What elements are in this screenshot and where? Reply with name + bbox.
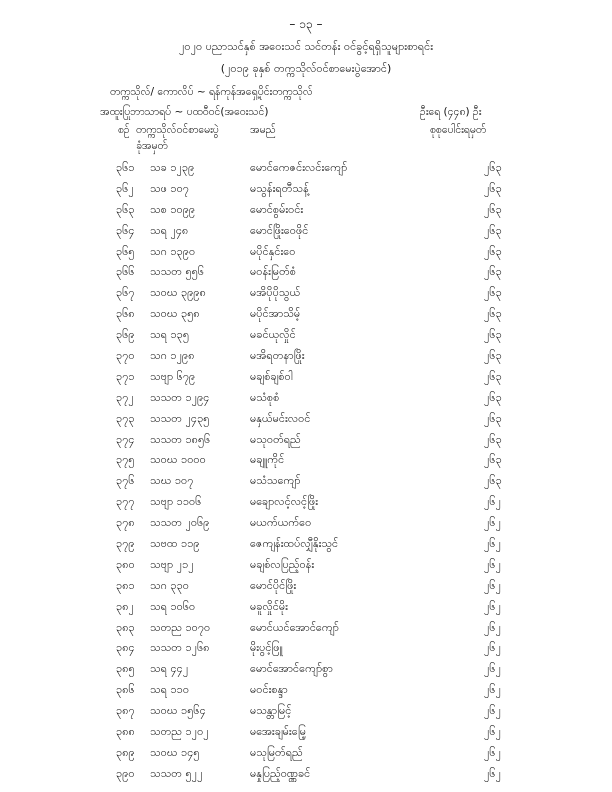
row-exam-roll: သသတ ၂၀၆၉ bbox=[150, 516, 210, 530]
row-number: ၃၇၁ bbox=[116, 369, 135, 383]
row-number: ၃၆၉ bbox=[116, 328, 135, 342]
row-name: မသုဝတ်ရည် bbox=[250, 432, 301, 446]
row-number: ၃၈၀ bbox=[116, 557, 135, 571]
row-exam-roll: သဗျာ ၁၁၀၆ bbox=[150, 495, 202, 509]
table-row bbox=[0, 450, 612, 471]
table-row bbox=[0, 221, 612, 242]
row-total: ၂၆၃ bbox=[484, 265, 502, 279]
row-exam-roll: သရ ၄၄၂ bbox=[150, 662, 189, 676]
table-row bbox=[0, 722, 612, 743]
page-number: – ၁၃ – bbox=[289, 17, 323, 31]
row-number: ၃၈၄ bbox=[116, 641, 135, 655]
row-total: ၂၆၃ bbox=[484, 411, 502, 425]
row-exam-roll: သခ ၁၂၃၉ bbox=[150, 161, 195, 174]
row-name: မောင်ဖြိုးဝေဖိုင် bbox=[250, 223, 309, 237]
row-exam-roll: သသတ ၁၂၆၈ bbox=[150, 641, 210, 655]
row-total: ၂၆၂ bbox=[484, 599, 501, 613]
row-exam-roll: သတည ၁၀၇၀ bbox=[150, 620, 211, 634]
row-name: မောင်ယင်အောင်ကျော် bbox=[250, 620, 339, 634]
row-exam-roll: သဝဃ ၃၅၈ bbox=[150, 307, 200, 321]
row-total: ၂၆၃ bbox=[484, 474, 502, 488]
table-row bbox=[0, 513, 612, 534]
row-total: ၂၆၃ bbox=[484, 181, 502, 195]
row-name: မိုးပွင့်ဖြူ bbox=[250, 641, 283, 655]
table-row bbox=[0, 471, 612, 492]
table-row bbox=[0, 638, 612, 659]
row-number: ၃၆၇ bbox=[116, 286, 135, 300]
row-exam-roll: သဝဃ ၁၅၆၄ bbox=[150, 704, 206, 718]
row-exam-roll: သသတ ၁၈၅၆ bbox=[150, 432, 211, 446]
row-number: ၃၇၆ bbox=[116, 474, 135, 488]
row-name: မချစ်ချစ်ဝါ bbox=[250, 369, 293, 383]
row-name: မပိုင်နှင်းဝေ bbox=[250, 244, 296, 258]
row-number: ၃၈၂ bbox=[116, 599, 134, 613]
major-line: အထူးပြုဘာသာရပ် ~ ပထဝီဝင်(အဝေးသင်) bbox=[100, 106, 269, 118]
row-total: ၂၆၃ bbox=[484, 244, 502, 258]
row-total: ၂၆၂ bbox=[484, 704, 501, 718]
row-number: ၃၈၇ bbox=[116, 704, 135, 718]
row-name: မနှုပြည့်ဝဏ္ဏခင် bbox=[250, 766, 311, 780]
row-total: ၂၆၃ bbox=[484, 307, 502, 321]
row-number: ၃၇၅ bbox=[116, 453, 135, 467]
document-title: ၂၀၂၀ ပညာသင်နှစ် အဝေးသင် သင်တန်း ဝင်ခွင့်ရရှိသူများစာရင်း bbox=[178, 40, 433, 53]
row-total: ၂၆၂ bbox=[484, 766, 501, 780]
row-number: ၃၈၈ bbox=[116, 725, 135, 739]
row-name: မသံစုစံ bbox=[250, 390, 280, 404]
university-line: တက္ကသိုလ်/ ကောလိပ် ~ ရန်ကုန်အရှေ့ပိုင်းတက္ကသိုလ် bbox=[110, 86, 313, 98]
row-name: မောင်အောင်ကျော်စွာ bbox=[250, 662, 333, 676]
table-row bbox=[0, 680, 612, 701]
row-name: မခူလှိုင်မိုး bbox=[250, 599, 288, 613]
table-row bbox=[0, 701, 612, 722]
row-number: ၃၇၃ bbox=[116, 411, 135, 425]
table-row bbox=[0, 242, 612, 263]
table-row bbox=[0, 158, 612, 179]
row-name: မသံသကျော် bbox=[250, 474, 301, 488]
table-row bbox=[0, 618, 612, 639]
row-number: ၃၆၄ bbox=[116, 223, 135, 237]
row-name: မအေးချမ်းမြေ့ bbox=[250, 725, 307, 739]
results-table bbox=[0, 158, 612, 785]
table-row bbox=[0, 430, 612, 451]
row-name: မအိပိုပိုသွယ် bbox=[250, 286, 301, 300]
row-name: မောင်ကေဇင်းလင်းကျော် bbox=[250, 161, 348, 174]
row-exam-roll: သဝဃ ၁၄၅ bbox=[150, 745, 200, 759]
column-header-no: စဉ် bbox=[118, 124, 130, 136]
table-row bbox=[0, 262, 612, 283]
table-row bbox=[0, 200, 612, 221]
row-total: ၂၆၂ bbox=[484, 578, 501, 592]
table-row bbox=[0, 304, 612, 325]
row-exam-roll: သတည ၁၂၀၂ bbox=[150, 725, 209, 739]
row-exam-roll: သဃ ၁၀၇ bbox=[150, 474, 194, 488]
table-row bbox=[0, 367, 612, 388]
row-number: ၃၈၅ bbox=[116, 662, 135, 676]
row-number: ၃၇၂ bbox=[116, 390, 134, 404]
row-exam-roll: သသတ ၅၅၆ bbox=[150, 265, 205, 279]
row-exam-roll: သရ ၁၀၆၀ bbox=[150, 599, 196, 613]
row-exam-roll: သဖ ၁၀၇ bbox=[150, 181, 189, 195]
row-exam-roll: သသတ ၅၂၂ bbox=[150, 766, 203, 780]
row-name: မယက်ယက်ဝေ bbox=[250, 516, 312, 530]
row-total: ၂၆၂ bbox=[484, 516, 501, 530]
row-exam-roll: သဂ ၁၃၉၀ bbox=[150, 244, 196, 258]
row-exam-roll: သရ ၁၃၅ bbox=[150, 328, 190, 342]
row-number: ၃၈၉ bbox=[116, 745, 135, 759]
row-name: မချောလင့်လင့်ဖြိုး bbox=[250, 495, 319, 509]
row-name: မနှယ်မင်းလဝင် bbox=[250, 411, 311, 425]
row-name: မခင်ယုလှိုင် bbox=[250, 328, 296, 342]
table-row bbox=[0, 659, 612, 680]
row-total: ၂၆၃ bbox=[484, 328, 502, 342]
row-number: ၃၇၉ bbox=[116, 537, 135, 551]
row-exam-roll: သဝဃ ၃၉၉၈ bbox=[150, 286, 206, 300]
row-exam-roll: သသတ ၂၄၃၅ bbox=[150, 411, 210, 425]
table-row bbox=[0, 179, 612, 200]
column-header-exam-roll: တက္ကသိုလ်ဝင်စာမေးပွဲ bbox=[136, 124, 219, 136]
row-number: ၃၇၄ bbox=[116, 432, 135, 446]
row-exam-roll: သဝဃ ၁၀၀၀ bbox=[150, 453, 206, 467]
row-total: ၂၆၃ bbox=[484, 349, 502, 363]
row-total: ၂၆၃ bbox=[484, 161, 502, 174]
row-name: မချူကိုင် bbox=[250, 453, 285, 467]
row-exam-roll: သဗထ ၁၁၉ bbox=[150, 537, 200, 551]
row-number: ၃၈၆ bbox=[116, 683, 135, 697]
column-header-name: အမည် bbox=[250, 124, 276, 136]
row-total: ၂၆၂ bbox=[484, 620, 501, 634]
table-row bbox=[0, 597, 612, 618]
table-row bbox=[0, 576, 612, 597]
document-subtitle: (၂၀၁၉ ခုနှစ် တက္ကသိုလ်ဝင်စာမေးပွဲအောင်) bbox=[220, 62, 392, 75]
row-number: ၃၆၆ bbox=[116, 265, 135, 279]
row-name: မသွန်းရတီသန့် bbox=[250, 181, 309, 195]
row-number: ၃၇၀ bbox=[116, 349, 135, 363]
table-row bbox=[0, 534, 612, 555]
table-row bbox=[0, 492, 612, 513]
table-row bbox=[0, 283, 612, 304]
row-exam-roll: သဂ ၁၂၉၈ bbox=[150, 349, 195, 363]
row-number: ၃၇၈ bbox=[116, 516, 135, 530]
row-name: မသုမြတ်ရည် bbox=[250, 745, 303, 759]
row-exam-roll: သစ ၁၀၉၉ bbox=[150, 202, 196, 216]
table-row bbox=[0, 325, 612, 346]
table-row bbox=[0, 743, 612, 764]
row-name: မချစ်လပြည့်ဝန်း bbox=[250, 557, 315, 571]
row-exam-roll: သရ ၁၁၀ bbox=[150, 683, 190, 697]
row-total: ၂၆၃ bbox=[484, 202, 502, 216]
row-name: မပိုင်အာသိမ့် bbox=[250, 307, 301, 321]
row-total: ၂၆၂ bbox=[484, 495, 501, 509]
row-total: ၂၆၂ bbox=[484, 641, 501, 655]
row-exam-roll: သသတ ၁၂၉၄ bbox=[150, 390, 210, 404]
row-total: ၂၆၃ bbox=[484, 390, 502, 404]
table-row bbox=[0, 388, 612, 409]
total-count-line: ဦးရေ (၄၄၈) ဦး bbox=[420, 106, 482, 118]
column-header-total: စုစုပေါင်းရမှတ် bbox=[430, 124, 487, 136]
row-name: မောင်စွမ်းဝင်း bbox=[250, 202, 304, 216]
row-number: ၃၆၂ bbox=[116, 181, 134, 195]
row-total: ၂၆၃ bbox=[484, 369, 502, 383]
row-total: ၂၆၂ bbox=[484, 745, 501, 759]
row-number: ၃၈၃ bbox=[116, 620, 135, 634]
row-exam-roll: သဗျာ ၂၁၂ bbox=[150, 557, 194, 571]
row-total: ၂၆၃ bbox=[484, 453, 502, 467]
table-row bbox=[0, 764, 612, 785]
column-header-exam-roll-sub: ခုံအမှတ် bbox=[136, 140, 168, 152]
row-number: ၃၉၀ bbox=[116, 766, 135, 780]
row-number: ၃၆၃ bbox=[116, 202, 135, 216]
row-exam-roll: သရ ၂၄၈ bbox=[150, 223, 189, 237]
row-name: ဇေကျန်းထပ်လျှီနိုးသွင် bbox=[250, 537, 339, 551]
row-number: ၃၆၁ bbox=[116, 161, 135, 174]
row-total: ၂၆၂ bbox=[484, 662, 501, 676]
row-name: မဝန်းမြတ်စံ bbox=[250, 265, 296, 279]
row-total: ၂၆၂ bbox=[484, 725, 501, 739]
row-total: ၂၆၃ bbox=[484, 286, 502, 300]
row-name: မသန္တာမြင့် bbox=[250, 704, 292, 718]
row-total: ၂၆၂ bbox=[484, 537, 501, 551]
table-row bbox=[0, 409, 612, 430]
row-total: ၂၆၃ bbox=[484, 432, 502, 446]
row-name: မအိရတနာဖြိုး bbox=[250, 349, 305, 363]
row-total: ၂၆၂ bbox=[484, 557, 501, 571]
row-number: ၃၈၁ bbox=[116, 578, 135, 592]
row-number: ၃၆၅ bbox=[116, 244, 135, 258]
row-total: ၂၆၂ bbox=[484, 683, 501, 697]
row-number: ၃၇၇ bbox=[116, 495, 135, 509]
table-row bbox=[0, 555, 612, 576]
table-row bbox=[0, 346, 612, 367]
row-exam-roll: သဂ ၃၃၀ bbox=[150, 578, 189, 592]
row-total: ၂၆၃ bbox=[484, 223, 502, 237]
row-exam-roll: သဗျာ ၆၇၉ bbox=[150, 369, 196, 383]
row-name: မဝင်းစန္ဒာ bbox=[250, 683, 288, 697]
row-name: မောင်ပိုင်ဖြိုး bbox=[250, 578, 297, 592]
row-number: ၃၆၈ bbox=[116, 307, 135, 321]
